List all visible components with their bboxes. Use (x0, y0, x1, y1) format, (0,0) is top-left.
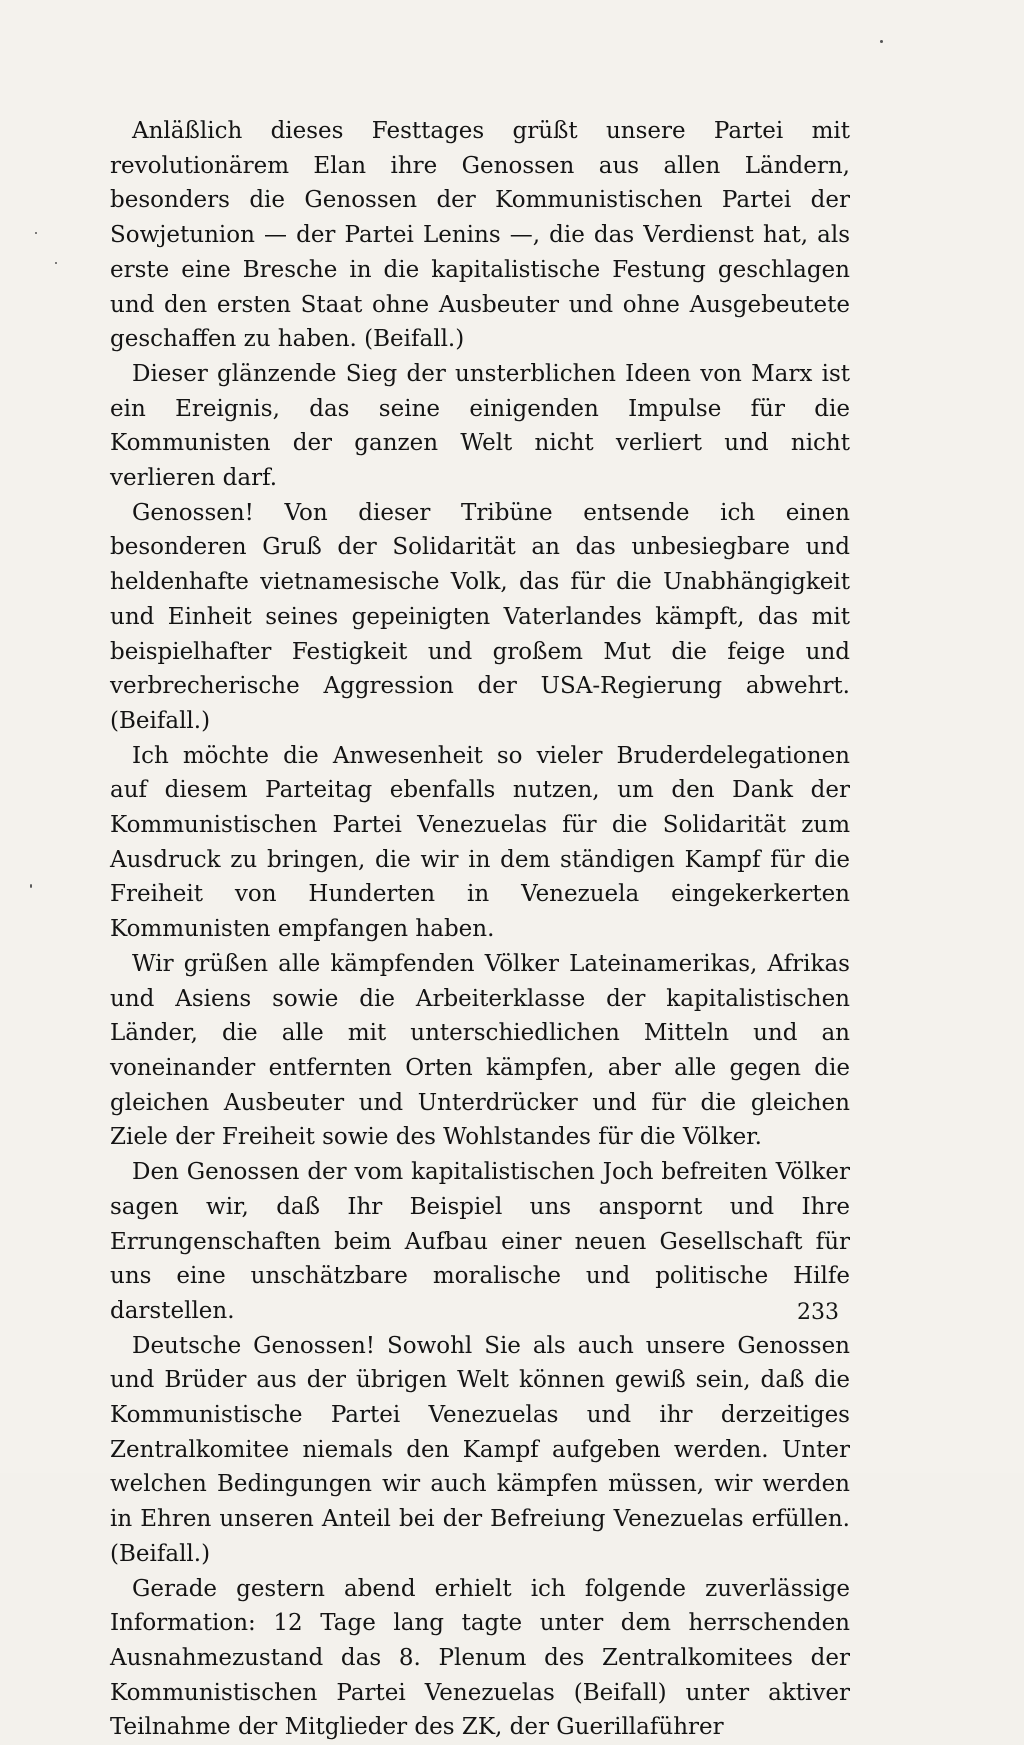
scan-speck (35, 232, 37, 234)
paragraph: Wir grüßen alle kämpfenden Völker Lateinamerikas, Afrikas und Asiens sowie die Arbeiterklasse der kapitalistischen Länder, die alle mit unterschiedlichen Mitteln und an voneinander entfernten Orten kämpfen, aber alle gegen die gleichen Ausbeuter und Unterdrücker und für die gleichen Ziele der Freiheit sowie des Wohlstandes für die Völker. (110, 950, 850, 1151)
paragraph: Dieser glänzende Sieg der unsterblichen Ideen von Marx ist ein Ereignis, das seine einigenden Impulse für die Kommunisten der ganzen Welt nicht verliert und nicht verlieren darf. (110, 360, 850, 492)
paragraph: Ich möchte die Anwesenheit so vieler Bruderdelegationen auf diesem Parteitag ebenfalls nutzen, um den Dank der Kommunistischen Partei Venezuelas für die Solidarität zum Ausdruck zu bringen, die wir in dem ständigen Kampf für die Freiheit von Hunderten in Venezuela eingekerkerten Kommunisten empfangen haben. (110, 742, 850, 943)
paragraph: Deutsche Genossen! Sowohl Sie als auch unsere Genossen und Brüder aus der übrigen Welt können gewiß sein, daß die Kommunistische Partei Venezuelas und ihr derzeitiges Zentralkomitee niemals den Kampf aufgeben werden. Unter welchen Bedingungen wir auch kämpfen müssen, wir werden in Ehren unseren Anteil bei der Befreiung Venezuelas erfüllen. (Beifall.) (110, 1332, 850, 1567)
paragraph: Genossen! Von dieser Tribüne entsende ich einen besonderen Gruß der Solidarität an das unbesiegbare und heldenhafte vietnamesische Volk, das für die Unabhängigkeit und Einheit seines gepeinigten Vaterlandes kämpft, das mit beispielhafter Festigkeit und großem Mut die feige und verbrecherische Aggression der USA-Regierung abwehrt. (Beifall.) (110, 499, 850, 734)
body-text (110, 114, 850, 1745)
scan-speck (30, 884, 32, 888)
page-number: 233 (797, 1300, 839, 1325)
paragraph: Gerade gestern abend erhielt ich folgende zuverlässige Information: 12 Tage lang tagte unter dem herrschenden Ausnahmezustand das 8. Plenum des Zentralkomitees der Kommunistischen Partei Venezuelas (Beifall) unter aktiver Teilnahme der Mitglieder des ZK, der Guerillaführer (110, 1575, 850, 1741)
paragraph: Den Genossen der vom kapitalistischen Joch befreiten Völker sagen wir, daß Ihr Beispiel uns anspornt und Ihre Errungenschaften beim Aufbau einer neuen Gesellschaft für uns eine unschätzbare moralische und politische Hilfe darstellen. (110, 1159, 850, 1324)
scan-speck (880, 40, 883, 43)
scan-speck (55, 262, 57, 264)
paragraph: Anläßlich dieses Festtages grüßt unsere Partei mit revolutionärem Elan ihre Genossen aus allen Ländern, besonders die Genossen der Kommunistischen Partei der Sowjetunion — der Partei Lenins —, die das Verdienst hat, als erste eine Bresche in die kapitalistische Festung geschlagen und den ersten Staat ohne Ausbeuter und ohne Ausgebeutete geschaffen zu haben. (Beifall.) (110, 118, 850, 353)
